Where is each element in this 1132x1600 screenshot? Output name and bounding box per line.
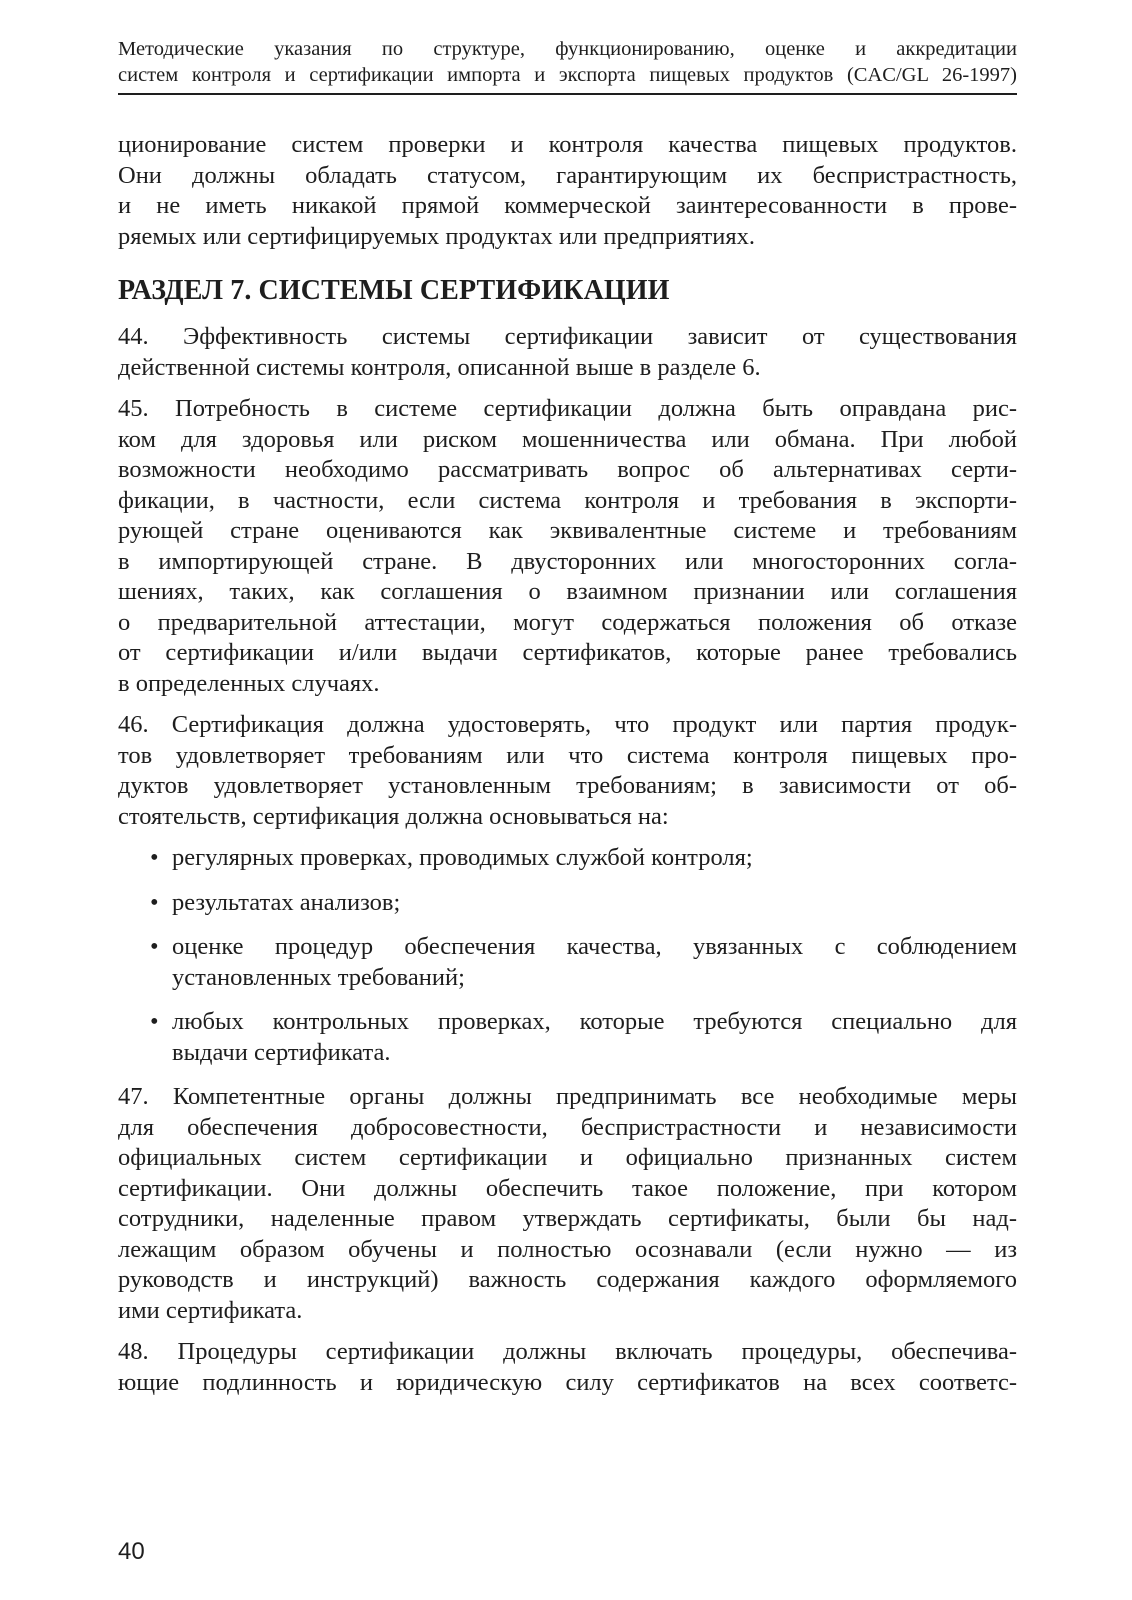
list-item: [118, 843, 1017, 874]
paragraph-46: [118, 710, 1017, 832]
text-line: от сертификации и/или выдачи сертификатов, которые ранее требовались: [118, 639, 1017, 666]
list-item: [118, 1007, 1017, 1068]
text-line: в определенных случаях.: [118, 669, 380, 697]
paragraph-47: [118, 1082, 1017, 1326]
paragraph-48: [118, 1337, 1017, 1398]
text-line: дуктов удовлетворяет установленным требованиям; в зависимости от об-: [118, 772, 1017, 799]
text-line: ющие подлинность и юридическую силу сертификатов на всех соответс-: [118, 1368, 1017, 1396]
text-line: действенной системы контроля, описанной выше в разделе 6.: [118, 353, 761, 381]
text-line: руководств и инструкций) важность содержания каждого оформляемого: [118, 1266, 1017, 1293]
text-line: шениях, таких, как соглашения о взаимном признании или соглашения: [118, 578, 1017, 605]
list-item: [118, 932, 1017, 993]
text-line: в импортирующей стране. В двусторонних или многосторонних согла-: [118, 547, 1017, 575]
bullet-mark: •: [150, 844, 159, 871]
running-header: [118, 36, 1017, 95]
text-line: установленных требований;: [172, 963, 465, 991]
text-line: 46. Сертификация должна удостоверять, что продукт или партия продук-: [118, 711, 1017, 738]
text-line: фикации, в частности, если система контроля и требования в экспорти-: [118, 486, 1017, 514]
text-line: 44. Эффективность системы сертификации зависит от существования: [118, 323, 1017, 350]
intro-paragraph: [118, 130, 1017, 252]
bullet-mark: •: [150, 1008, 159, 1035]
text-line: возможности необходимо рассматривать вопрос об альтернативах серти-: [118, 456, 1017, 483]
text-line: для обеспечения добросовестности, беспристрастности и независимости: [118, 1113, 1017, 1141]
paragraph-45: [118, 394, 1017, 699]
bullet-mark: •: [150, 933, 159, 960]
bullet-mark: •: [150, 888, 159, 916]
text-line: результатах анализов;: [172, 888, 401, 916]
paragraph-44: [118, 322, 1017, 383]
text-line: сотрудники, наделенные правом утверждать сертификаты, были бы над-: [118, 1205, 1017, 1232]
text-line: тов удовлетворяет требованиям или что система контроля пищевых про-: [118, 741, 1017, 769]
text-line: ими сертификата.: [118, 1296, 303, 1324]
section-heading: РАЗДЕЛ 7. СИСТЕМЫ СЕРТИФИКАЦИИ: [118, 275, 670, 306]
text-line: сертификации. Они должны обеспечить такое положение, при котором: [118, 1174, 1017, 1202]
text-line: официальных систем сертификации и официально признанных систем: [118, 1144, 1017, 1171]
header-line-2: систем контроля и сертификации импорта и экспорта пищевых продуктов (CAC/GL 26-1997): [118, 64, 1017, 86]
text-line: регулярных проверках, проводимых службой контроля;: [172, 844, 753, 871]
text-line: 47. Компетентные органы должны предпринимать все необходимые меры: [118, 1083, 1017, 1110]
text-line: и не иметь никакой прямой коммерческой заинтересованности в прове-: [118, 192, 1017, 219]
text-line: лежащим образом обучены и полностью осознавали (если нужно — из: [118, 1235, 1017, 1263]
text-line: оценке процедур обеспечения качества, увязанных с соблюдением: [172, 933, 1017, 960]
text-line: 48. Процедуры сертификации должны включать процедуры, обеспечива-: [118, 1338, 1017, 1365]
text-line: ряемых или сертифицируемых продуктах или предприятиях.: [118, 222, 755, 250]
list-item: [118, 888, 1017, 919]
text-line: Они должны обладать статусом, гарантирующим их беспристрастность,: [118, 161, 1017, 189]
text-line: стоятельств, сертификация должна основываться на:: [118, 802, 669, 830]
text-line: ком для здоровья или риском мошенничества или обмана. При любой: [118, 425, 1017, 453]
text-line: выдачи сертификата.: [172, 1038, 391, 1066]
text-line: рующей стране оцениваются как эквивалентные системе и требованиям: [118, 517, 1017, 544]
page-number: 40: [118, 1538, 145, 1565]
text-line: любых контрольных проверках, которые требуются специально для: [172, 1008, 1017, 1035]
bullet-list: [118, 843, 1017, 1068]
text-line: ционирование систем проверки и контроля качества пищевых продуктов.: [118, 131, 1017, 158]
document-body: [118, 130, 1017, 1409]
text-line: 45. Потребность в системе сертификации должна быть оправдана рис-: [118, 395, 1017, 422]
header-line-1: Методические указания по структуре, функционированию, оценке и аккредитации: [118, 38, 1017, 60]
text-line: о предварительной аттестации, могут содержаться положения об отказе: [118, 608, 1017, 636]
